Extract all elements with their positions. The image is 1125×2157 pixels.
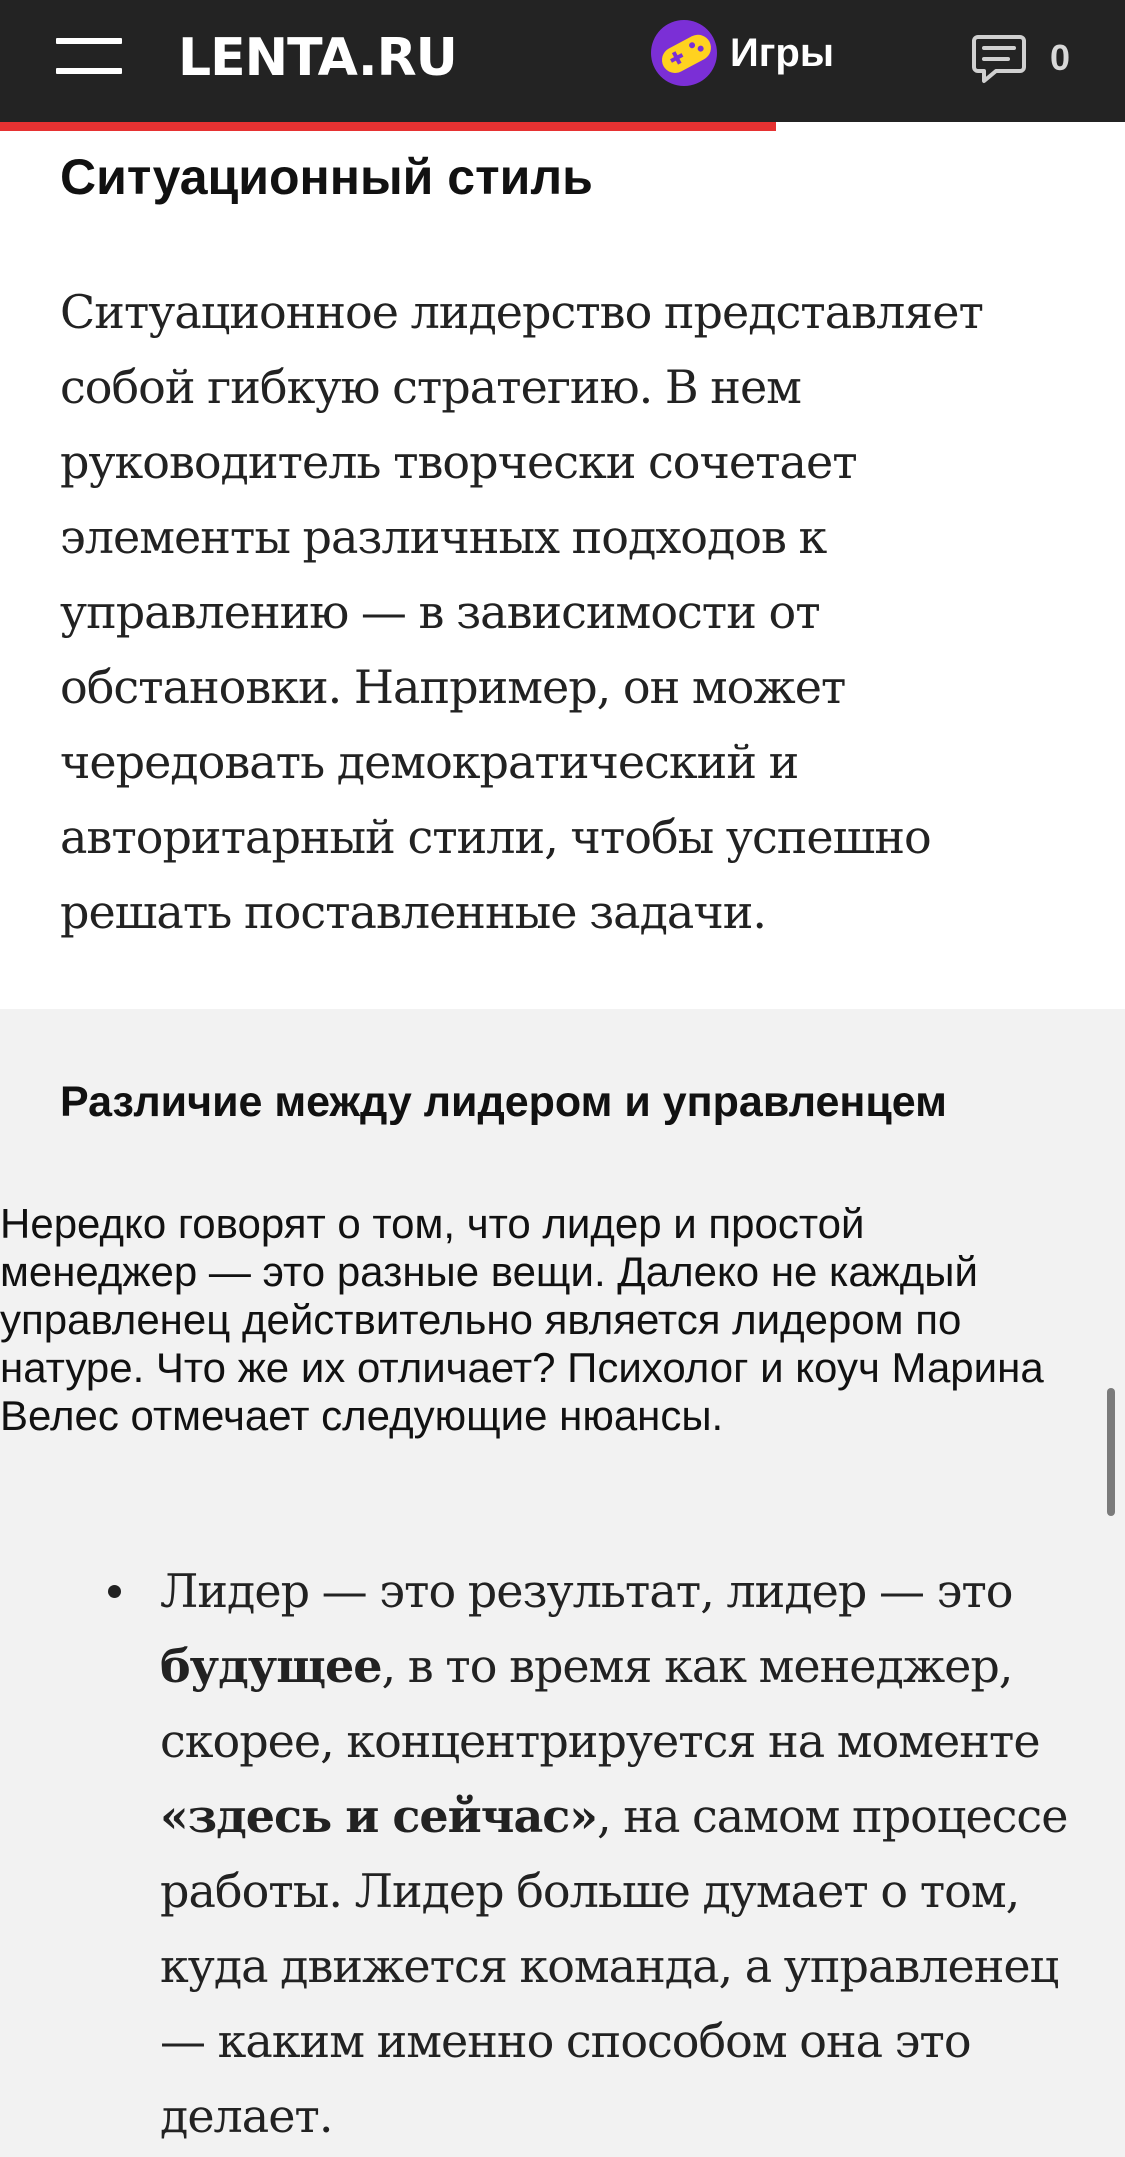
article-section-situational-style [0, 131, 1125, 1009]
section-paragraph: Ситуационное лидерство представляет собой гибкую стратегию. В нем руководитель творчески сочетает элементы различных подходов к управлению — в зависимости от обстановки. Например, он может чередовать демократический и авторитарный стили, чтобы успешно решать поставленные задачи. [60, 285, 983, 939]
page-scrollbar[interactable] [1107, 1388, 1115, 1516]
section-heading: Ситуационный стиль [60, 149, 593, 205]
article-section-leader-vs-manager [0, 1009, 1125, 2157]
reading-progress-bar [0, 122, 1125, 131]
site-logo[interactable]: LENTA.RU [178, 28, 457, 88]
list-item: Лидер — это результат, лидер — это будущее, в то время как менеджер, скорее, концентрируется на моменте «здесь и сейчас», на самом процессе работы. Лидер больше думает о том, куда движется команда, а управленец — каким именно способом она это делает. [100, 1554, 1080, 2154]
hamburger-menu-icon[interactable] [56, 36, 122, 76]
section-paragraph: Нередко говорят о том, что лидер и простой менеджер — это разные вещи. Далеко не каждый управленец действительно является лидером по натуре. Что же их отличает? Психолог и коуч Марина Велес отмечает следующие нюансы. [0, 1200, 1044, 1439]
top-navigation-bar [0, 0, 1125, 122]
gamepad-icon [650, 19, 718, 87]
bullet-icon [108, 1585, 121, 1598]
comment-bubble-icon [970, 29, 1028, 87]
games-label: Игры [730, 30, 835, 75]
reading-progress-fill [0, 122, 776, 131]
comments-button[interactable] [970, 26, 1070, 90]
section-heading: Различие между лидером и управленцем [60, 1078, 947, 1126]
differences-list [100, 1554, 1080, 2154]
comments-count: 0 [1050, 37, 1071, 78]
games-link[interactable] [650, 18, 834, 88]
